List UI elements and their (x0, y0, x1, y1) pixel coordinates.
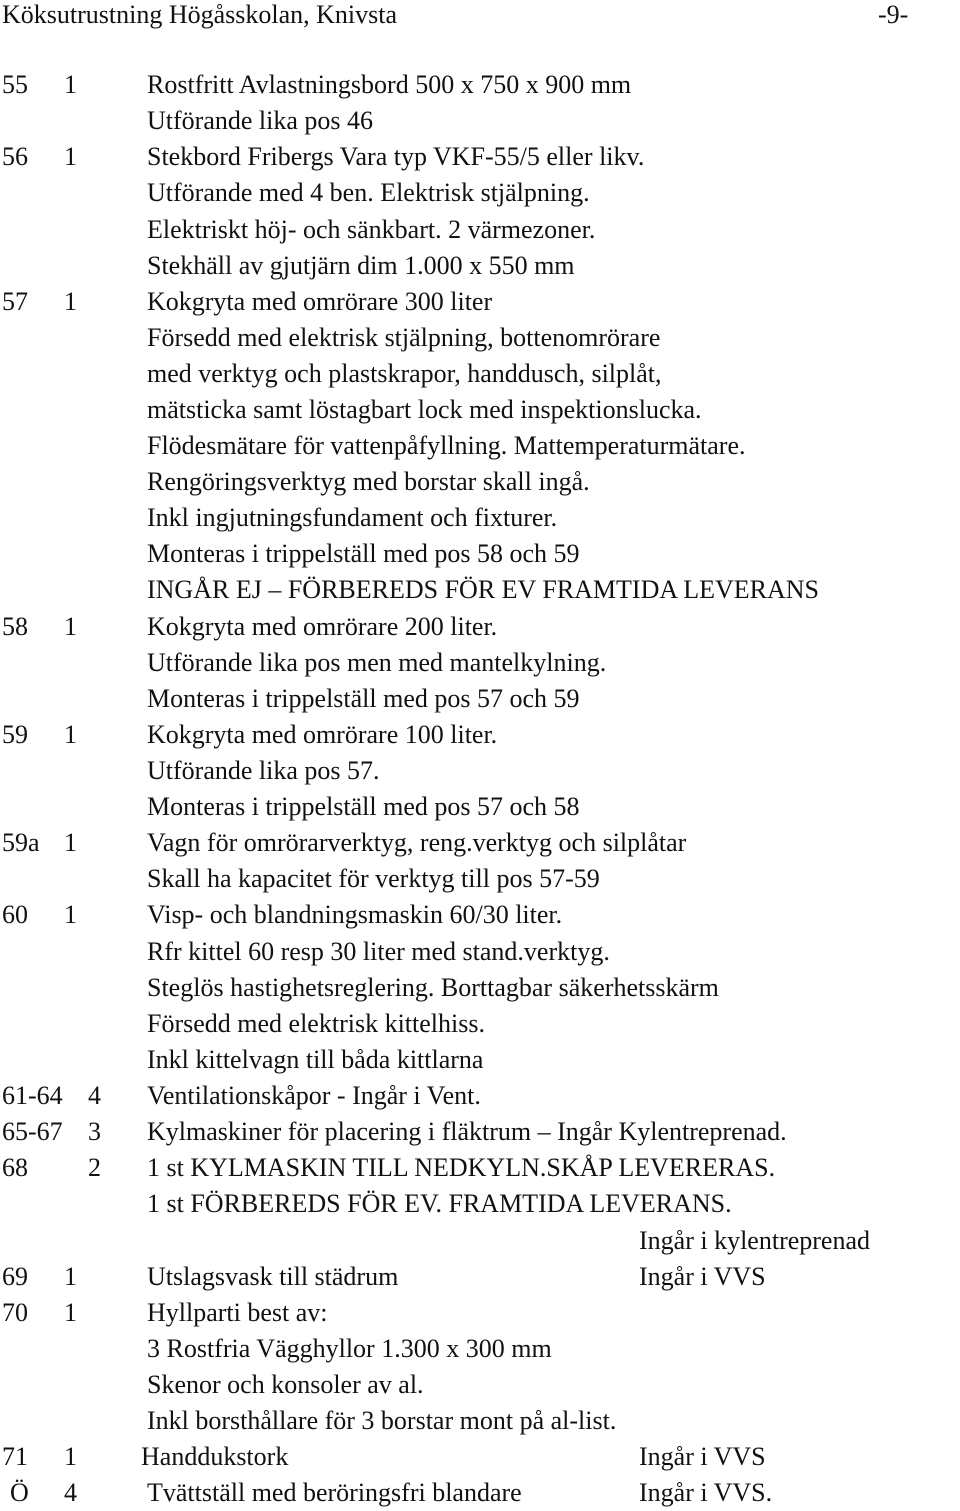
item-position: 68 (2, 1153, 28, 1182)
item-description-line: 1 st KYLMASKIN TILL NEDKYLN.SKÅP LEVERERAS. (147, 1153, 776, 1182)
item-position: Ö (10, 1478, 29, 1507)
item-description-line: Utförande lika pos 57. (147, 756, 380, 785)
item-description-line: Utslagsvask till städrum (147, 1262, 399, 1291)
item-description-line: Skall ha kapacitet för verktyg till pos 57-59 (147, 864, 600, 893)
item-description-line: Monteras i trippelställ med pos 57 och 58 (147, 792, 580, 821)
item-quantity: 1 (64, 1442, 77, 1471)
item-description-line: Inkl ingjutningsfundament och fixturer. (147, 503, 558, 532)
item-description-line: Kokgryta med omrörare 100 liter. (147, 720, 498, 749)
item-note: Ingår i VVS (639, 1262, 766, 1291)
item-description-line: Utförande lika pos 46 (147, 106, 374, 135)
item-description-line: Utförande med 4 ben. Elektrisk stjälpning. (147, 178, 590, 207)
document-title: Köksutrustning Högåsskolan, Knivsta (2, 0, 398, 29)
item-description-line: Försedd med elektrisk kittelhiss. (147, 1009, 485, 1038)
item-description-line: Skenor och konsoler av al. (147, 1370, 424, 1399)
item-description-line: Inkl borsthållare för 3 borstar mont på al-list. (147, 1406, 617, 1435)
item-position: 60 (2, 900, 28, 929)
item-quantity: 1 (64, 720, 77, 749)
item-position: 56 (2, 142, 28, 171)
item-position: 57 (2, 287, 28, 316)
item-description-line: INGÅR EJ – FÖRBEREDS FÖR EV FRAMTIDA LEVERANS (147, 575, 819, 604)
item-note: Ingår i VVS. (639, 1478, 773, 1507)
item-position: 69 (2, 1262, 28, 1291)
item-quantity: 1 (64, 612, 77, 641)
item-description-line: Tvättställ med beröringsfri blandare (147, 1478, 522, 1507)
item-quantity: 1 (64, 900, 77, 929)
item-description-line: Hyllparti best av: (147, 1298, 328, 1327)
page-number: -9- (878, 0, 909, 29)
item-quantity: 3 (88, 1117, 101, 1146)
item-description-line: Visp- och blandningsmaskin 60/30 liter. (147, 900, 563, 929)
item-position: 58 (2, 612, 28, 641)
item-description-line: Elektriskt höj- och sänkbart. 2 värmezoner. (147, 215, 596, 244)
item-description-line: Monteras i trippelställ med pos 58 och 59 (147, 539, 580, 568)
item-description-line: Ventilationskåpor - Ingår i Vent. (147, 1081, 481, 1110)
item-note: Ingår i VVS (639, 1442, 766, 1471)
item-position: 59a (2, 828, 40, 857)
item-description-line: Kokgryta med omrörare 300 liter (147, 287, 493, 316)
item-position: 65-67 (2, 1117, 63, 1146)
item-description-line: Monteras i trippelställ med pos 57 och 59 (147, 684, 580, 713)
item-quantity: 1 (64, 142, 77, 171)
item-description-line: Steglös hastighetsreglering. Borttagbar säkerhetsskärm (147, 973, 719, 1002)
item-description-line: 1 st FÖRBEREDS FÖR EV. FRAMTIDA LEVERANS. (147, 1189, 732, 1218)
item-description-line: Stekbord Fribergs Vara typ VKF-55/5 eller likv. (147, 142, 645, 171)
item-quantity: 1 (64, 287, 77, 316)
item-quantity: 1 (64, 70, 77, 99)
item-description-line: Rostfritt Avlastningsbord 500 x 750 x 900 mm (147, 70, 632, 99)
item-description-line: Rengöringsverktyg med borstar skall ingå. (147, 467, 590, 496)
item-note: Ingår i kylentreprenad (639, 1226, 871, 1255)
item-description-line: Kylmaskiner för placering i fläktrum – Ingår Kylentreprenad. (147, 1117, 787, 1146)
item-position: 61-64 (2, 1081, 63, 1110)
item-position: 70 (2, 1298, 28, 1327)
item-position: 59 (2, 720, 28, 749)
item-description-line: mätsticka samt löstagbart lock med inspektionslucka. (147, 395, 702, 424)
item-description-line: Försedd med elektrisk stjälpning, bottenomrörare (147, 323, 661, 352)
item-description-line: Stekhäll av gjutjärn dim 1.000 x 550 mm (147, 251, 575, 280)
item-description-line: Flödesmätare för vattenpåfyllning. Mattemperaturmätare. (147, 431, 746, 460)
item-quantity: 4 (88, 1081, 101, 1110)
item-description-line: Handdukstork (141, 1442, 289, 1471)
item-quantity: 2 (88, 1153, 101, 1182)
item-quantity: 1 (64, 1298, 77, 1327)
item-description-line: Rfr kittel 60 resp 30 liter med stand.verktyg. (147, 937, 610, 966)
item-position: 55 (2, 70, 28, 99)
item-description-line: Utförande lika pos men med mantelkylning. (147, 648, 607, 677)
item-quantity: 1 (64, 828, 77, 857)
item-description-line: Kokgryta med omrörare 200 liter. (147, 612, 498, 641)
item-position: 71 (2, 1442, 28, 1471)
item-quantity: 1 (64, 1262, 77, 1291)
item-description-line: 3 Rostfria Vägghyllor 1.300 x 300 mm (147, 1334, 552, 1363)
item-description-line: Vagn för omrörarverktyg, reng.verktyg och silplåtar (147, 828, 687, 857)
item-description-line: med verktyg och plastskrapor, handdusch, silplåt, (147, 359, 662, 388)
item-description-line: Inkl kittelvagn till båda kittlarna (147, 1045, 484, 1074)
item-quantity: 4 (64, 1478, 77, 1507)
